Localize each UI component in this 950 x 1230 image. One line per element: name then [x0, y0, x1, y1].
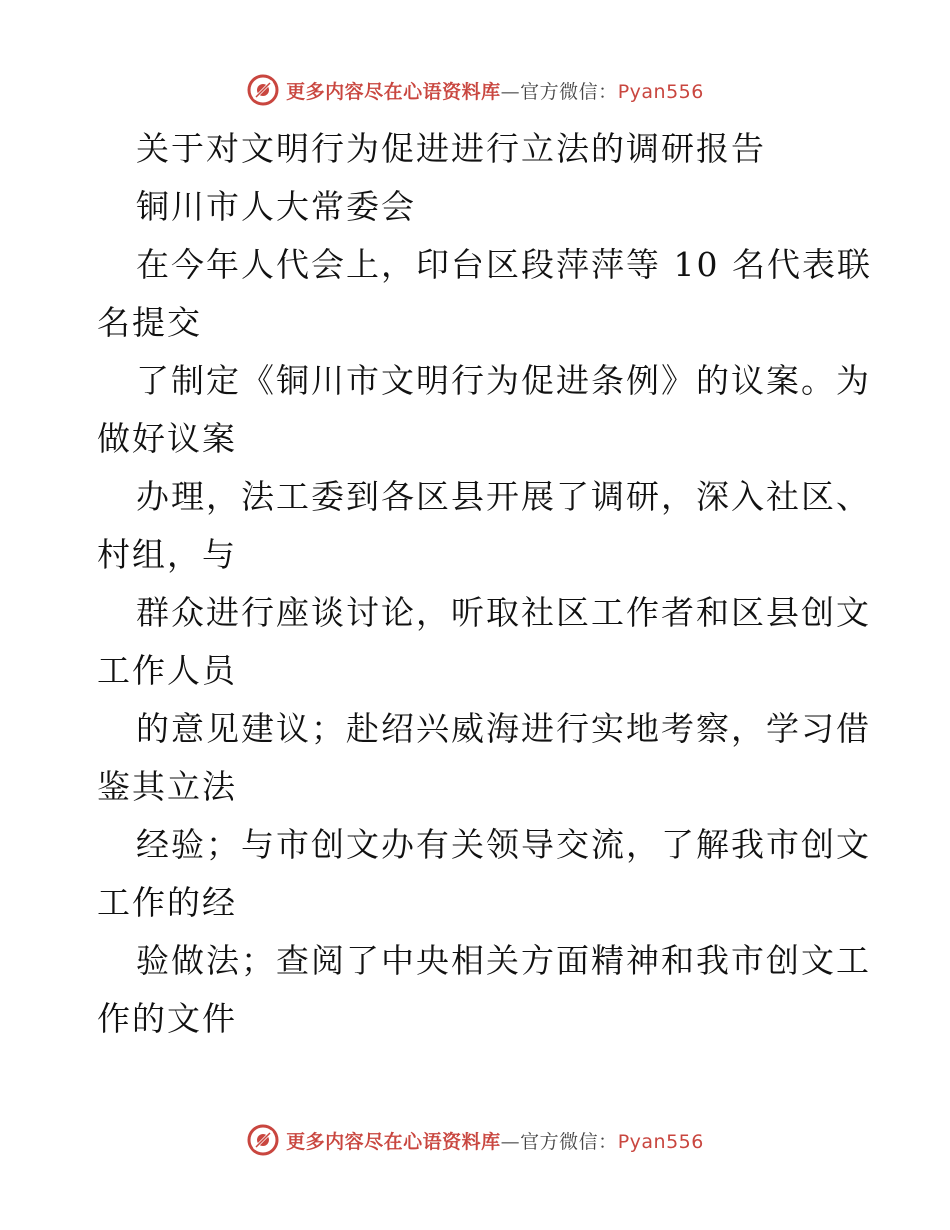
banner-site: 更多内容尽在心语资料库 [286, 80, 501, 103]
banner-text [286, 77, 704, 104]
text-line: 铜川市人大常委会 [136, 187, 416, 226]
banner-dash: — [500, 1130, 521, 1153]
header-banner [0, 70, 950, 110]
banner-wechat-label: 官方微信： [520, 1130, 618, 1153]
text-line: 的意见建议；赴绍兴威海进行实地考察，学习借 [136, 709, 871, 748]
footer-banner [0, 1120, 950, 1160]
banner-wechat-id: Pyan556 [617, 1130, 704, 1153]
text-line: 工作的经 [97, 883, 237, 922]
banner-wechat-id: Pyan556 [617, 80, 704, 103]
text-line: 经验；与市创文办有关领导交流，了解我市创文 [136, 825, 871, 864]
banner-dash: — [500, 80, 521, 103]
text-line: 名提交 [97, 303, 202, 342]
banner-text [286, 1127, 704, 1154]
text-line: 了制定《铜川市文明行为促进条例》的议案。为 [136, 361, 871, 400]
text-line: 群众进行座谈讨论，听取社区工作者和区县创文 [136, 593, 871, 632]
text-line: 在今年人代会上，印台区段萍萍等 10 名代表联 [136, 245, 872, 284]
text-line: 验做法；查阅了中央相关方面精神和我市创文工 [136, 941, 871, 980]
text-line: 关于对文明行为促进进行立法的调研报告 [136, 129, 766, 168]
text-line: 办理，法工委到各区县开展了调研，深入社区、 [136, 477, 871, 516]
text-line: 做好议案 [97, 419, 237, 458]
document-body [97, 120, 872, 1048]
logo-icon [246, 73, 280, 107]
banner-site: 更多内容尽在心语资料库 [286, 1130, 501, 1153]
text-line: 村组，与 [97, 535, 237, 574]
banner-wechat-label: 官方微信： [520, 80, 618, 103]
logo-icon [246, 1123, 280, 1157]
text-line: 作的文件 [97, 999, 237, 1038]
text-line: 工作人员 [97, 651, 237, 690]
text-line: 鉴其立法 [97, 767, 237, 806]
